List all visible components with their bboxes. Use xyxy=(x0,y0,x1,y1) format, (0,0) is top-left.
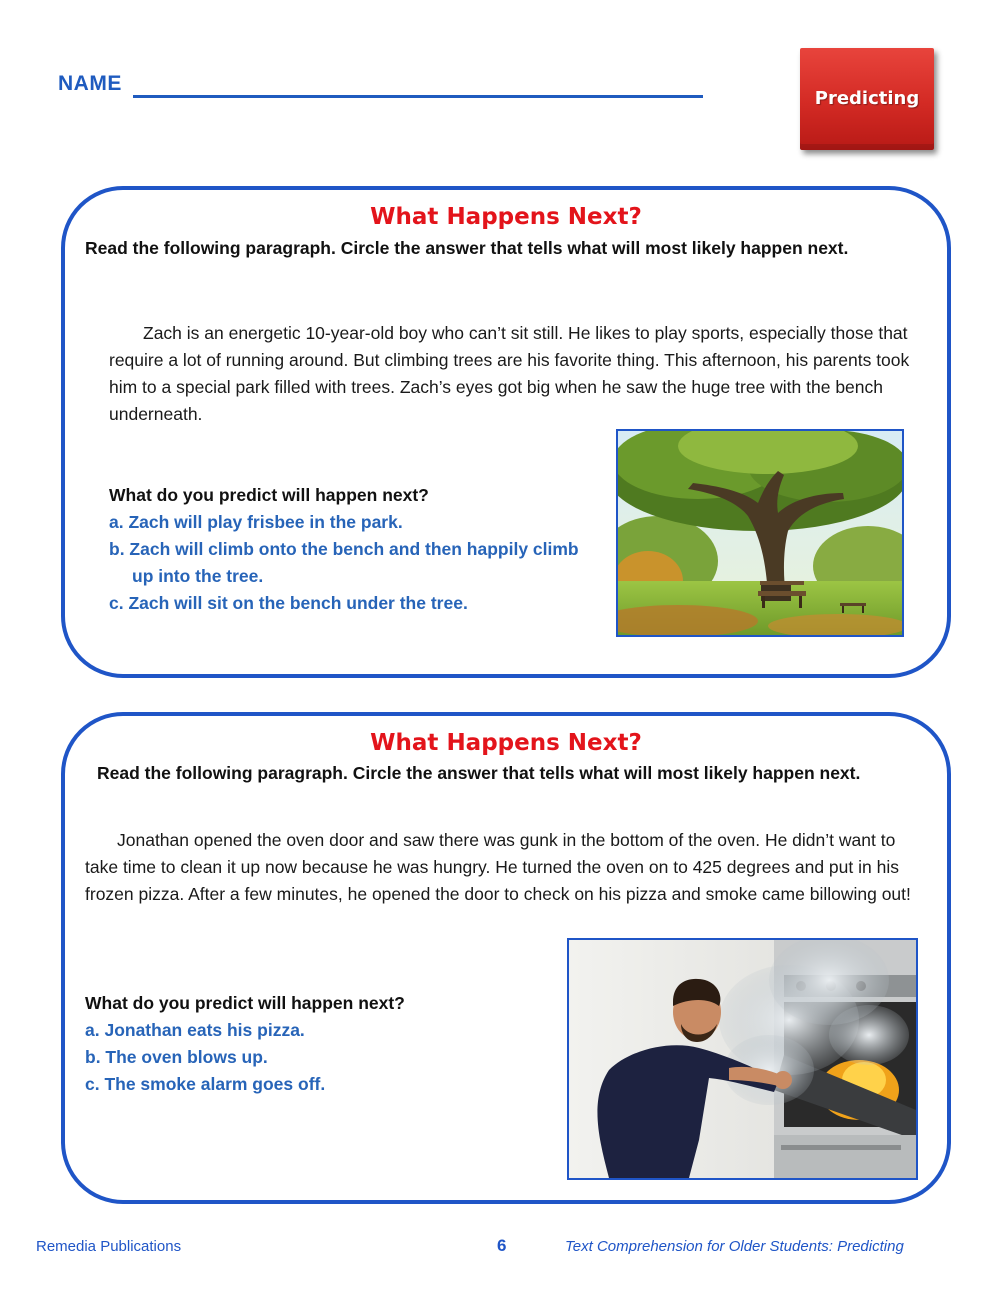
topic-badge-label: Predicting xyxy=(814,88,920,109)
exercise-instructions: Read the following paragraph. Circle the answer that tells what will most likely happen next. xyxy=(97,763,861,783)
answer-choice-a[interactable]: a. Jonathan eats his pizza. xyxy=(85,1020,305,1040)
reading-paragraph: Zach is an energetic 10-year-old boy who can’t sit still. He likes to play sports, especially those that require a lot of running around. But climbing trees are his favorite thing. This afternoon, his parents took him to a special park filled with trees. Zach’s eyes got big when he saw the huge tree with the bench underneath. xyxy=(109,323,910,424)
exercise-instructions: Read the following paragraph. Circle the answer that tells what will most likely happen next. xyxy=(85,238,849,258)
exercise-title: What Happens Next? xyxy=(370,204,642,230)
answer-choice-c[interactable]: c. Zach will sit on the bench under the tree. xyxy=(109,593,468,613)
answer-choice-b[interactable]: b. The oven blows up. xyxy=(85,1047,268,1067)
answer-choices xyxy=(85,1017,505,1098)
footer-book-title: Text Comprehension for Older Students: Predicting xyxy=(565,1238,904,1255)
exercise-panel-1 xyxy=(61,186,951,678)
answer-choice-a[interactable]: a. Zach will play frisbee in the park. xyxy=(109,512,403,532)
park-tree-photo xyxy=(616,429,904,637)
exercise-panel-2 xyxy=(61,712,951,1204)
topic-badge xyxy=(800,48,934,150)
smoking-oven-illustration xyxy=(569,940,916,1178)
smoking-oven-photo xyxy=(567,938,918,1180)
name-label: NAME xyxy=(58,72,122,95)
park-tree-illustration xyxy=(618,431,902,635)
reading-paragraph: Jonathan opened the oven door and saw there was gunk in the bottom of the oven. He didn’t want to take time to clean it up now because he was hungry. He turned the oven on to 425 degrees and put in his frozen pizza. After a few minutes, he opened the door to check on his pizza and smoke came billowing out! xyxy=(85,830,911,904)
prediction-question: What do you predict will happen next? xyxy=(109,485,429,505)
footer-page-number: 6 xyxy=(497,1236,507,1255)
answer-choice-b[interactable]: b. Zach will climb onto the bench and then happily climb up into the tree. xyxy=(109,539,579,586)
prediction-question: What do you predict will happen next? xyxy=(85,993,405,1013)
exercise-title: What Happens Next? xyxy=(370,730,642,756)
answer-choice-c[interactable]: c. The smoke alarm goes off. xyxy=(85,1074,326,1094)
answer-choices xyxy=(109,509,599,617)
name-write-line[interactable] xyxy=(133,95,703,98)
footer-publisher: Remedia Publications xyxy=(36,1238,182,1255)
